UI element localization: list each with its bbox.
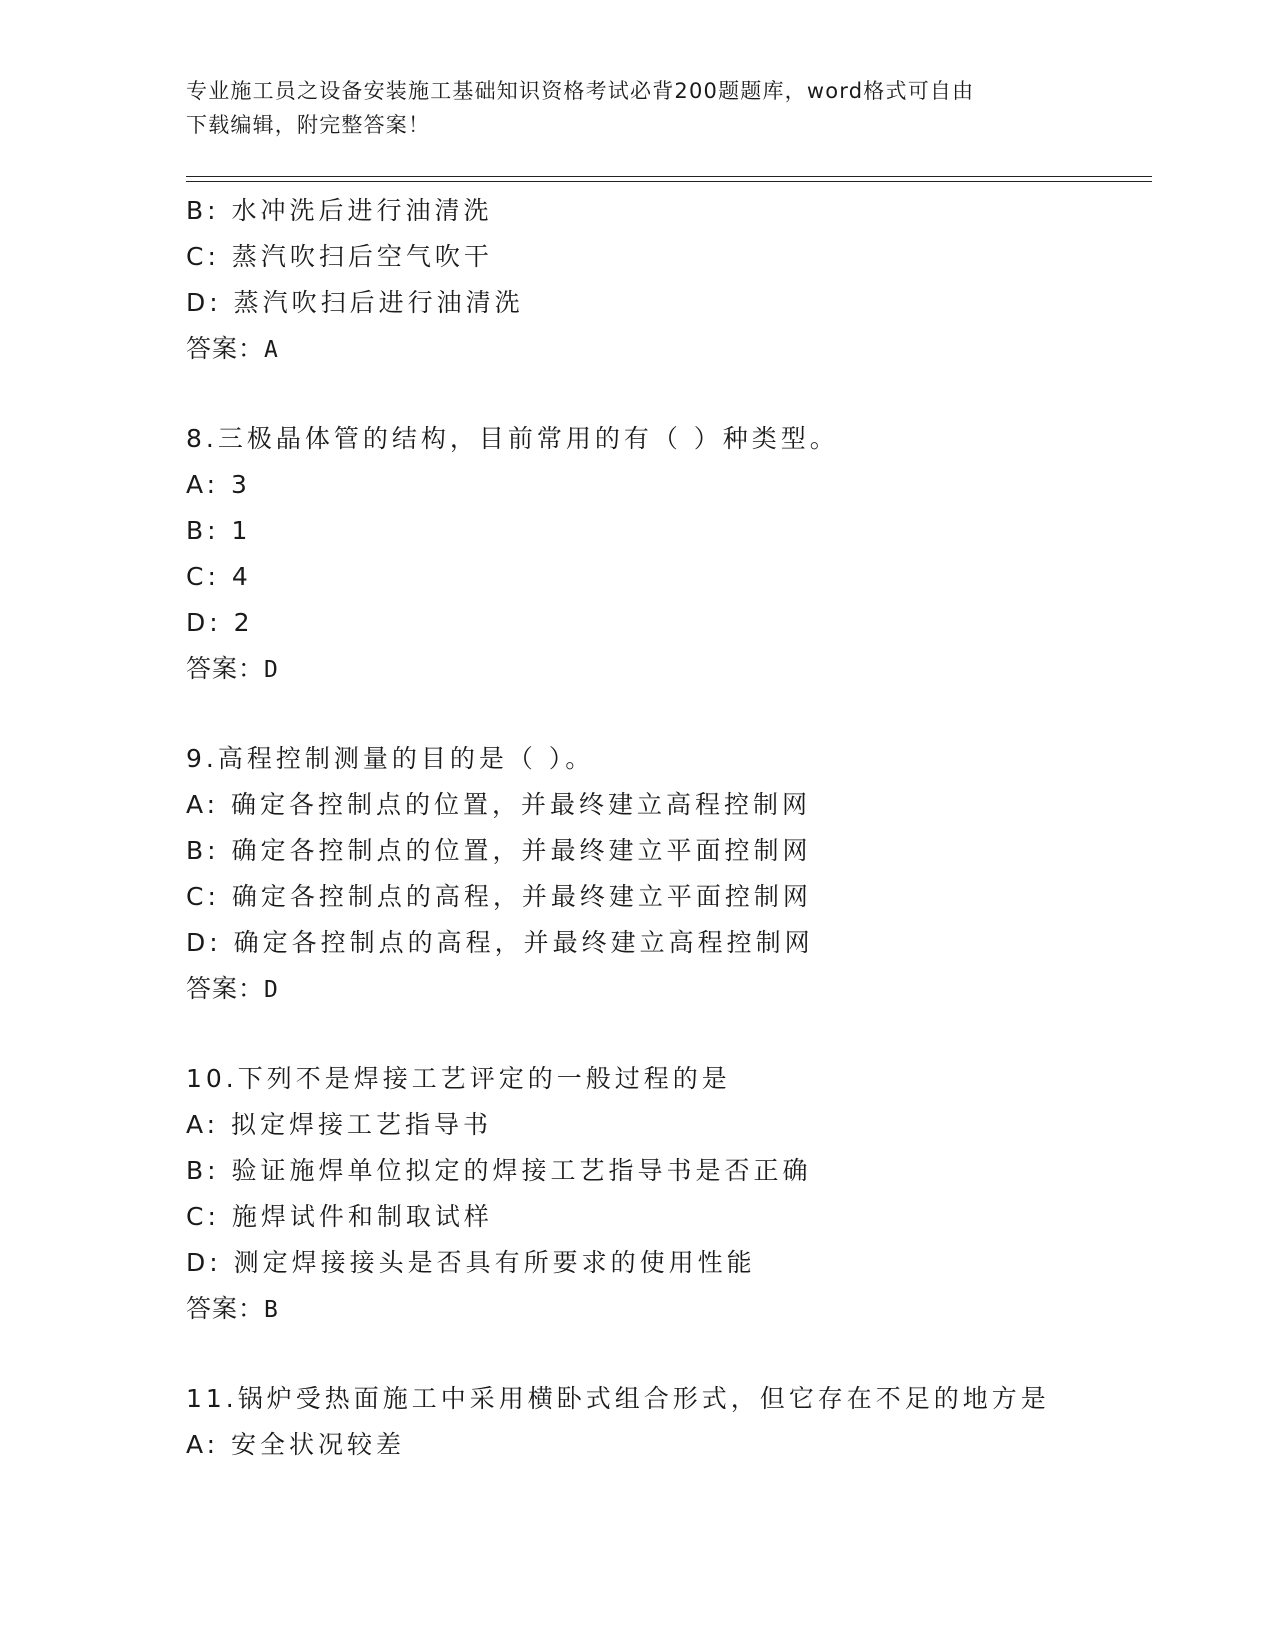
question-text: 11.锅炉受热面施工中采用横卧式组合形式，但它存在不足的地方是: [186, 1384, 1050, 1413]
question-text: 9.高程控制测量的目的是（ ）。: [186, 744, 595, 773]
document-header: [186, 74, 1076, 142]
option-d: D: 蒸汽吹扫后进行油清洗: [186, 288, 524, 317]
spacer: [186, 1012, 1152, 1056]
option-d: D: 测定焊接接头是否具有所要求的使用性能: [186, 1248, 756, 1277]
answer-value: B: [264, 1297, 279, 1323]
option-b: B: 1: [186, 516, 252, 545]
answer-label: 答案：: [186, 1294, 265, 1323]
question-text: 10.下列不是焊接工艺评定的一般过程的是: [186, 1064, 731, 1093]
spacer: [186, 1332, 1152, 1376]
header-title-line-2: 下载编辑，附完整答案！: [186, 113, 431, 137]
header-title-line-1: 专业施工员之设备安装施工基础知识资格考试必背200题题库，word格式可自由: [186, 79, 975, 103]
option-a: A: 确定各控制点的位置，并最终建立高程控制网: [186, 790, 812, 819]
question-block-9: [186, 736, 1152, 1012]
option-c: C: 施焊试件和制取试样: [186, 1202, 493, 1231]
question-block-8: [186, 416, 1152, 692]
option-a: A: 安全状况较差: [186, 1430, 406, 1459]
answer-line: [186, 1286, 1152, 1332]
option-c: C: 4: [186, 562, 252, 591]
answer-label: 答案：: [186, 654, 265, 683]
answer-line: [186, 966, 1152, 1012]
header-divider-bottom: [186, 181, 1152, 182]
question-text: 8.三极晶体管的结构，目前常用的有（ ）种类型。: [186, 424, 839, 453]
question-list: [186, 188, 1152, 1468]
option-c: C: 蒸汽吹扫后空气吹干: [186, 242, 493, 271]
answer-line: [186, 326, 1152, 372]
option-b: B: 验证施焊单位拟定的焊接工艺指导书是否正确: [186, 1156, 812, 1185]
question-block-7: [186, 188, 1152, 372]
option-d: D: 2: [186, 608, 254, 637]
option-b: B: 确定各控制点的位置，并最终建立平面控制网: [186, 836, 812, 865]
option-c: C: 确定各控制点的高程，并最终建立平面控制网: [186, 882, 812, 911]
spacer: [186, 372, 1152, 416]
answer-label: 答案：: [186, 334, 265, 363]
answer-value: A: [264, 337, 279, 363]
option-a: A: 3: [186, 470, 251, 499]
answer-line: [186, 646, 1152, 692]
spacer: [186, 692, 1152, 736]
answer-value: D: [264, 977, 279, 1003]
option-b: B: 水冲洗后进行油清洗: [186, 196, 493, 225]
option-d: D: 确定各控制点的高程，并最终建立高程控制网: [186, 928, 814, 957]
header-divider-top: [186, 176, 1152, 177]
option-a: A: 拟定焊接工艺指导书: [186, 1110, 493, 1139]
question-block-10: [186, 1056, 1152, 1332]
answer-label: 答案：: [186, 974, 265, 1003]
question-block-11: [186, 1376, 1152, 1468]
answer-value: D: [264, 657, 279, 683]
